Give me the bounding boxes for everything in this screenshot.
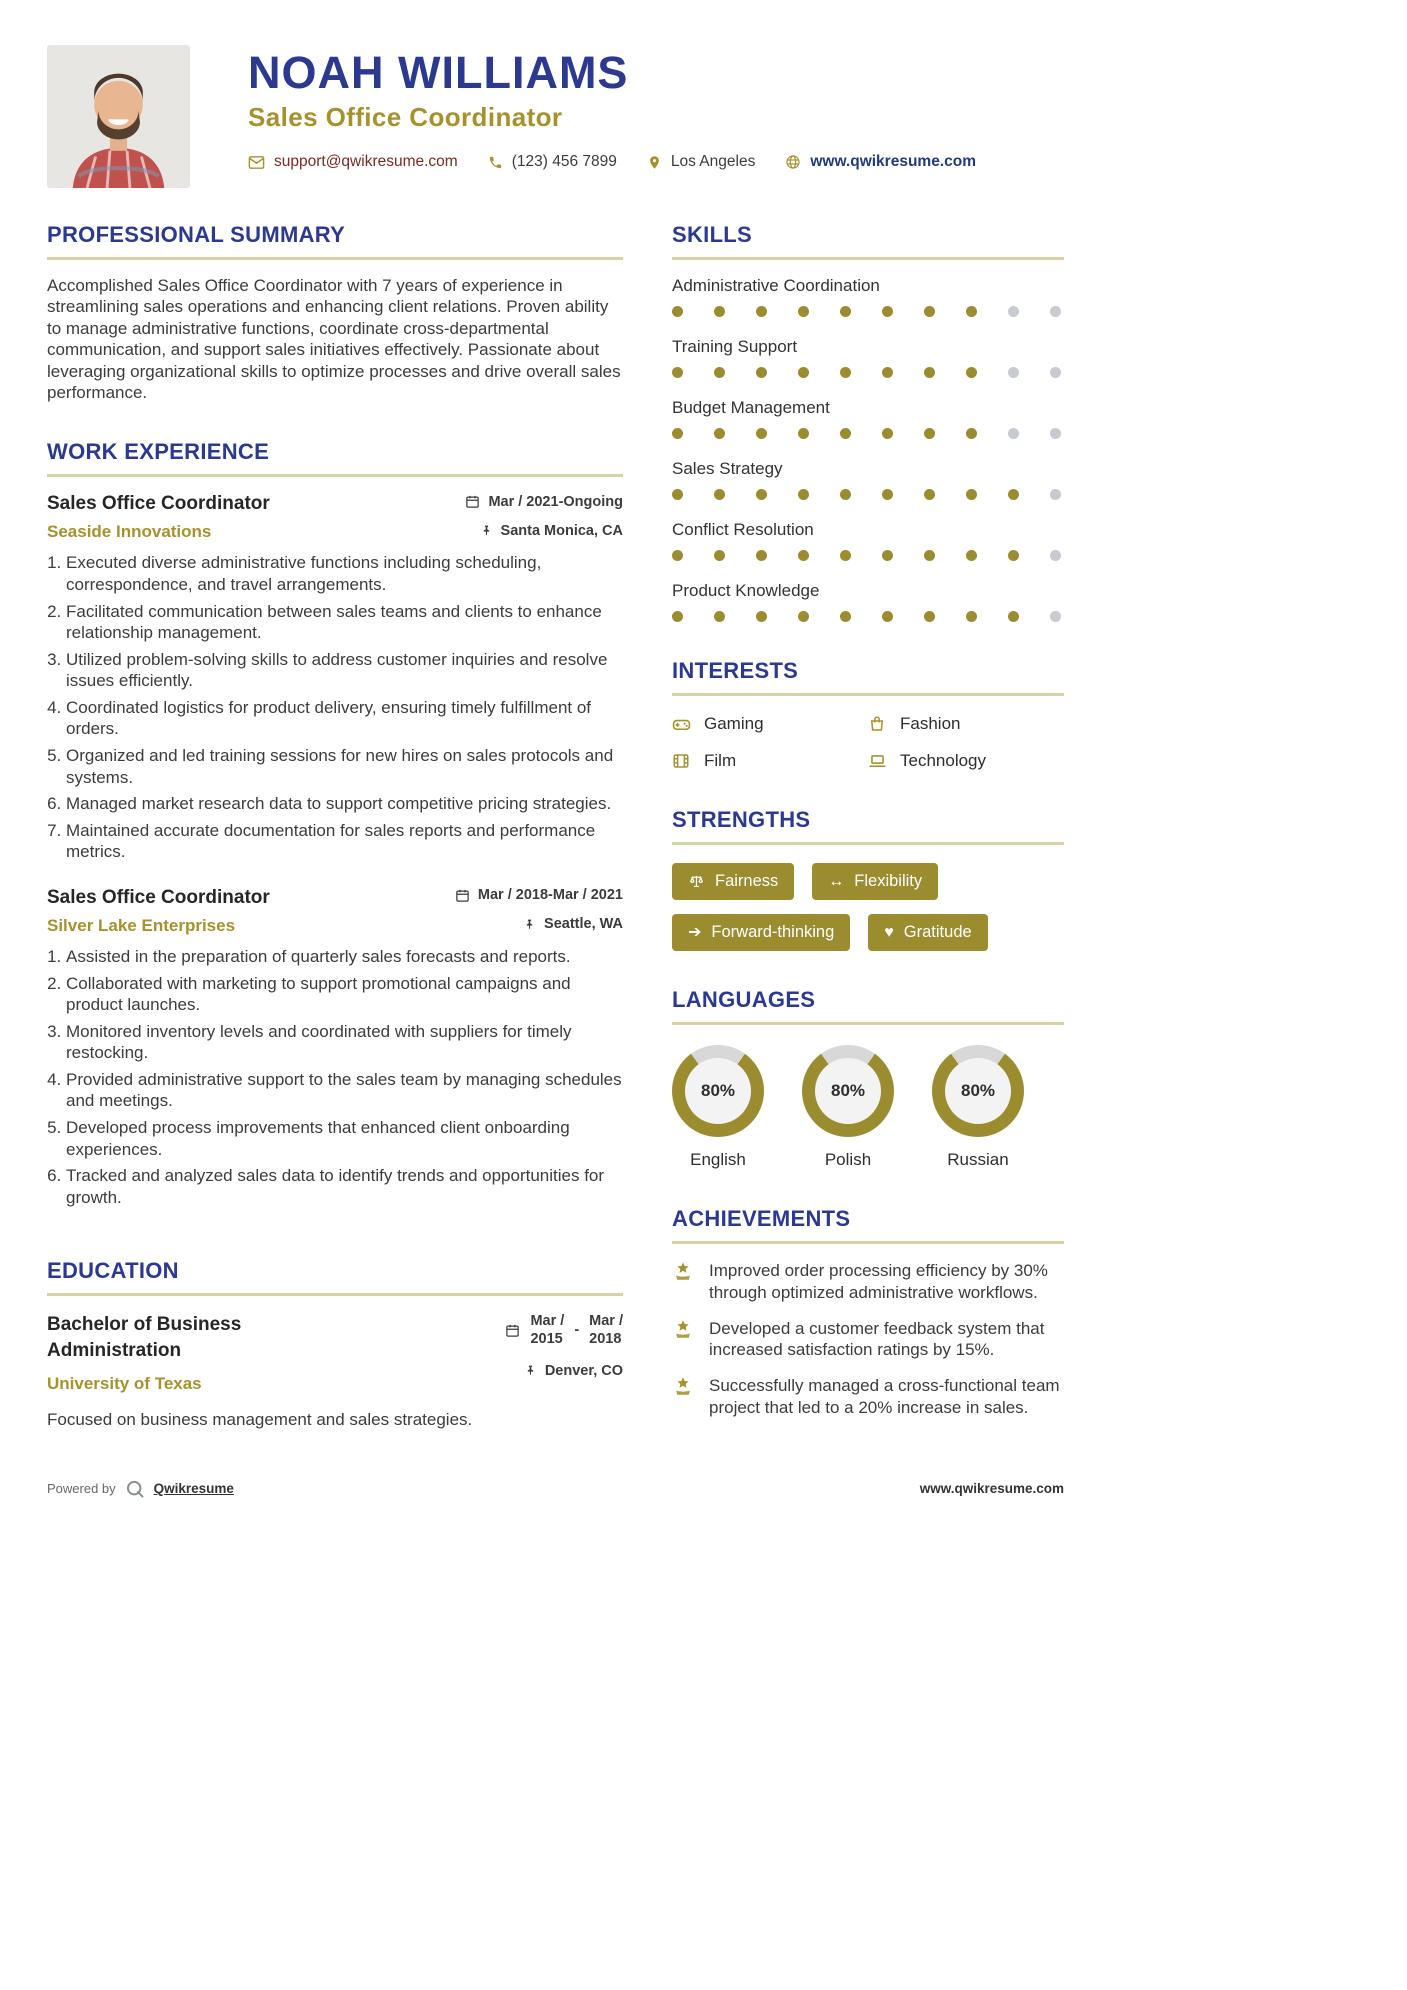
rating-dot-filled [882, 489, 893, 500]
heading-rule [47, 1293, 623, 1296]
language-donut [802, 1045, 894, 1137]
work-heading: WORK EXPERIENCE [47, 439, 270, 465]
rating-dot-filled [714, 611, 725, 622]
job-bullet: 7. Maintained accurate documentation for sales reports and performance metrics. [66, 820, 623, 863]
profile-photo [47, 45, 190, 188]
rating-dot-filled [840, 306, 851, 317]
job-bullet: 3. Utilized problem-solving skills to address customer inquiries and resolve issues efficiently. [66, 649, 623, 692]
rating-dot-filled [798, 489, 809, 500]
heading-rule [672, 257, 1064, 260]
rating-dot-filled [714, 428, 725, 439]
job-bullet-list [47, 946, 623, 1208]
job-bullet: 4. Provided administrative support to the sales team by managing schedules and meetings. [66, 1069, 623, 1112]
skill-rating-dots [672, 550, 1064, 561]
skill-rating-dots [672, 611, 1064, 622]
calendar-icon [455, 888, 470, 903]
rating-dot-filled [1008, 550, 1019, 561]
powered-by-label: Powered by [47, 1481, 116, 1496]
content-columns [0, 222, 1407, 1433]
languages-heading: LANGUAGES [672, 987, 816, 1012]
rating-dot-filled [924, 306, 935, 317]
footer [0, 1479, 1407, 1499]
heading-rule [672, 1022, 1064, 1025]
education-start-date: Mar / 2015 [530, 1313, 565, 1348]
heading-rule [47, 474, 623, 477]
rating-dot-empty [1050, 428, 1061, 439]
job-bullet: 4. Coordinated logistics for product delivery, ensuring timely fulfillment of orders. [66, 697, 623, 740]
language-percent: 80% [815, 1058, 881, 1124]
rating-dot-filled [798, 306, 809, 317]
rating-dot-filled [882, 550, 893, 561]
qwikresume-brand-link[interactable]: Qwikresume [153, 1481, 234, 1496]
language-percent: 80% [685, 1058, 751, 1124]
section-professional-summary [47, 222, 623, 403]
qwikresume-logo-icon [125, 1479, 145, 1499]
rating-dot-filled [966, 611, 977, 622]
rating-dot-filled [840, 489, 851, 500]
rating-dot-filled [840, 611, 851, 622]
calendar-icon [465, 494, 480, 509]
job-bullet: 6. Managed market research data to support competitive pricing strategies. [66, 793, 623, 815]
scales-icon [688, 873, 705, 890]
skill-item: Administrative Coordination [672, 276, 1064, 317]
heading-rule [672, 1241, 1064, 1244]
skill-rating-dots [672, 367, 1064, 378]
education-heading: EDUCATION [47, 1258, 179, 1284]
rating-dot-filled [714, 489, 725, 500]
rating-dot-filled [966, 489, 977, 500]
rating-dot-filled [798, 611, 809, 622]
job-location: Seattle, WA [523, 916, 623, 932]
rating-dot-filled [840, 550, 851, 561]
contact-phone: (123) 456 7899 [488, 153, 617, 171]
rating-dot-filled [882, 306, 893, 317]
rating-dot-empty [1008, 306, 1019, 317]
skill-item: Training Support [672, 337, 1064, 378]
job-dates: Mar / 2021-Ongoing [465, 494, 623, 510]
rating-dot-filled [1008, 611, 1019, 622]
rating-dot-filled [966, 306, 977, 317]
language-item [932, 1045, 1024, 1170]
rating-dot-filled [756, 489, 767, 500]
section-work-experience [47, 439, 623, 1208]
skills-list [672, 276, 1064, 622]
job-bullet: 2. Collaborated with marketing to support promotional campaigns and product launches. [66, 973, 623, 1016]
rating-dot-filled [672, 550, 683, 561]
achievement-item: Developed a customer feedback system that increased satisfaction ratings by 15%. [672, 1318, 1064, 1362]
contact-row [248, 153, 1006, 171]
rating-dot-filled [840, 428, 851, 439]
language-item [672, 1045, 764, 1170]
job-company: Silver Lake Enterprises [47, 915, 236, 935]
rating-dot-empty [1050, 550, 1061, 561]
language-percent: 80% [945, 1058, 1011, 1124]
rating-dot-filled [714, 306, 725, 317]
rating-dot-filled [798, 550, 809, 561]
award-star-icon [672, 1375, 696, 1419]
job-title: Sales Office Coordinator [47, 886, 270, 908]
achievements-heading: ACHIEVEMENTS [672, 1206, 851, 1231]
laptop-icon [868, 752, 888, 771]
education-dates [505, 1312, 623, 1348]
rating-dot-filled [924, 489, 935, 500]
language-label: Russian [947, 1150, 1009, 1169]
section-skills [672, 222, 1064, 622]
section-education [47, 1258, 623, 1429]
strength-badge-flexibility: ↔ Flexibility [812, 863, 938, 900]
interest-item: Technology [868, 751, 1064, 771]
job-bullet: 6. Tracked and analyzed sales data to identify trends and opportunities for growth. [66, 1165, 623, 1208]
rating-dot-filled [840, 367, 851, 378]
interest-item: Fashion [868, 714, 1064, 734]
pushpin-icon [523, 918, 536, 931]
heart-icon: ♥ [884, 923, 894, 941]
rating-dot-filled [756, 306, 767, 317]
rating-dot-filled [672, 306, 683, 317]
rating-dot-empty [1008, 367, 1019, 378]
rating-dot-filled [756, 550, 767, 561]
left-column [47, 222, 623, 1430]
job-bullet: 3. Monitored inventory levels and coordinated with suppliers for timely restocking. [66, 1021, 623, 1064]
rating-dot-filled [756, 367, 767, 378]
pushpin-icon [524, 1364, 537, 1377]
strength-badge-gratitude: ♥ Gratitude [868, 914, 987, 951]
summary-heading: PROFESSIONAL SUMMARY [47, 222, 346, 247]
rating-dot-filled [798, 428, 809, 439]
contact-location: Los Angeles [647, 153, 755, 171]
skill-item: Conflict Resolution [672, 520, 1064, 561]
rating-dot-filled [966, 367, 977, 378]
job-title: Sales Office Coordinator [47, 493, 270, 515]
powered-by [47, 1479, 234, 1499]
strength-badge-fairness: Fairness [672, 863, 794, 900]
header-main [248, 45, 1006, 188]
section-strengths [672, 807, 1064, 951]
job-bullet-list [47, 552, 623, 863]
rating-dot-empty [1050, 611, 1061, 622]
language-donut [932, 1045, 1024, 1137]
right-column [672, 222, 1064, 1433]
language-label: Polish [824, 1150, 872, 1169]
rating-dot-empty [1050, 489, 1061, 500]
rating-dot-filled [924, 611, 935, 622]
rating-dot-empty [1050, 367, 1061, 378]
rating-dot-filled [798, 367, 809, 378]
education-note: Focused on business management and sales strategies. [47, 1409, 473, 1429]
degree-name: Bachelor of Business Administration [47, 1314, 242, 1361]
rating-dot-filled [924, 550, 935, 561]
education-meta-block [505, 1312, 623, 1393]
job-location: Santa Monica, CA [480, 523, 623, 539]
profile-photo-illustration [47, 45, 190, 188]
rating-dot-empty [1050, 306, 1061, 317]
rating-dot-filled [672, 367, 683, 378]
rating-dot-filled [1008, 489, 1019, 500]
strengths-heading: STRENGTHS [672, 807, 811, 832]
job-company-row [47, 515, 623, 542]
job-bullet: 5. Developed process improvements that enhanced client onboarding experiences. [66, 1117, 623, 1160]
section-languages [672, 987, 1064, 1170]
job-entry [47, 887, 623, 1208]
rating-dot-empty [1008, 428, 1019, 439]
award-star-icon [672, 1318, 696, 1362]
globe-icon [785, 154, 801, 170]
skill-rating-dots [672, 306, 1064, 317]
job-bullet: 5. Organized and led training sessions for new hires on sales protocols and systems. [66, 745, 623, 788]
arrow-icon: ➔ [688, 923, 702, 941]
contact-website[interactable]: www.qwikresume.com [785, 153, 976, 171]
envelope-icon [248, 154, 265, 171]
skills-heading: SKILLS [672, 222, 753, 247]
job-title-row [47, 887, 623, 909]
interest-item: Gaming [672, 714, 868, 734]
school-name: University of Texas [47, 1373, 202, 1393]
language-label: English [690, 1150, 746, 1169]
heading-rule [672, 842, 1064, 845]
skill-item: Product Knowledge [672, 581, 1064, 622]
rating-dot-filled [672, 611, 683, 622]
strength-badge-forward-thinking: ➔ Forward-thinking [672, 914, 850, 951]
education-degree-block [47, 1312, 377, 1393]
pushpin-icon [480, 524, 493, 537]
section-interests [672, 658, 1064, 771]
summary-text: Accomplished Sales Office Coordinator with 7 years of experience in streamlining sales operations and enhancing client relations. Proven ability to manage administrative functions, coordinate cross-departmental communication, and support sales initiatives effectively. Passionate about leveraging organizational skills to optimize processes and drive overall sales performance. [47, 276, 621, 403]
map-pin-icon [647, 155, 662, 170]
job-title-row [47, 493, 623, 515]
award-star-icon [672, 1260, 696, 1304]
footer-website-link[interactable]: www.qwikresume.com [919, 1481, 1064, 1496]
education-entry [47, 1312, 623, 1393]
rating-dot-filled [924, 428, 935, 439]
section-achievements [672, 1206, 1064, 1419]
job-dates: Mar / 2018-Mar / 2021 [455, 887, 623, 903]
rating-dot-filled [672, 428, 683, 439]
candidate-name: NOAH WILLIAMS [248, 47, 629, 98]
job-entry [47, 493, 623, 863]
education-location: Denver, CO [505, 1363, 623, 1379]
arrows-icon: ↔ [828, 872, 845, 890]
skill-item: Sales Strategy [672, 459, 1064, 500]
achievement-item: Successfully managed a cross-functional team project that led to a 20% increase in sales. [672, 1375, 1064, 1419]
job-company: Seaside Innovations [47, 522, 212, 542]
phone-icon [488, 155, 503, 170]
job-company-row [47, 909, 623, 936]
contact-email[interactable]: support@qwikresume.com [248, 153, 458, 171]
job-bullet: 1. Assisted in the preparation of quarterly sales forecasts and reports. [66, 946, 623, 968]
film-icon [672, 752, 692, 770]
skill-rating-dots [672, 428, 1064, 439]
education-end-date: Mar / 2018 [589, 1313, 623, 1348]
rating-dot-filled [882, 367, 893, 378]
rating-dot-filled [714, 367, 725, 378]
rating-dot-filled [756, 611, 767, 622]
rating-dot-filled [672, 489, 683, 500]
rating-dot-filled [882, 428, 893, 439]
languages-list [672, 1045, 1064, 1170]
date-separator: - [574, 1322, 580, 1339]
bag-icon [868, 715, 888, 733]
calendar-icon [505, 1323, 520, 1338]
achievements-list [672, 1260, 1064, 1419]
strengths-list [672, 863, 1064, 951]
heading-rule [672, 693, 1064, 696]
heading-rule [47, 257, 623, 260]
rating-dot-filled [756, 428, 767, 439]
achievement-item: Improved order processing efficiency by 30% through optimized administrative workflows. [672, 1260, 1064, 1304]
rating-dot-filled [924, 367, 935, 378]
rating-dot-filled [966, 550, 977, 561]
gamepad-icon [672, 715, 692, 734]
rating-dot-filled [882, 611, 893, 622]
header [0, 45, 1407, 188]
rating-dot-filled [966, 428, 977, 439]
job-bullet: 2. Facilitated communication between sales teams and clients to enhance relationship management. [66, 601, 623, 644]
language-donut [672, 1045, 764, 1137]
job-bullet: 1. Executed diverse administrative functions including scheduling, correspondence, and travel arrangements. [66, 552, 623, 595]
language-item [802, 1045, 894, 1170]
rating-dot-filled [714, 550, 725, 561]
skill-rating-dots [672, 489, 1064, 500]
candidate-title: Sales Office Coordinator [248, 102, 563, 133]
interest-item: Film [672, 751, 868, 771]
interests-grid [672, 714, 1064, 771]
skill-item: Budget Management [672, 398, 1064, 439]
interests-heading: INTERESTS [672, 658, 799, 683]
